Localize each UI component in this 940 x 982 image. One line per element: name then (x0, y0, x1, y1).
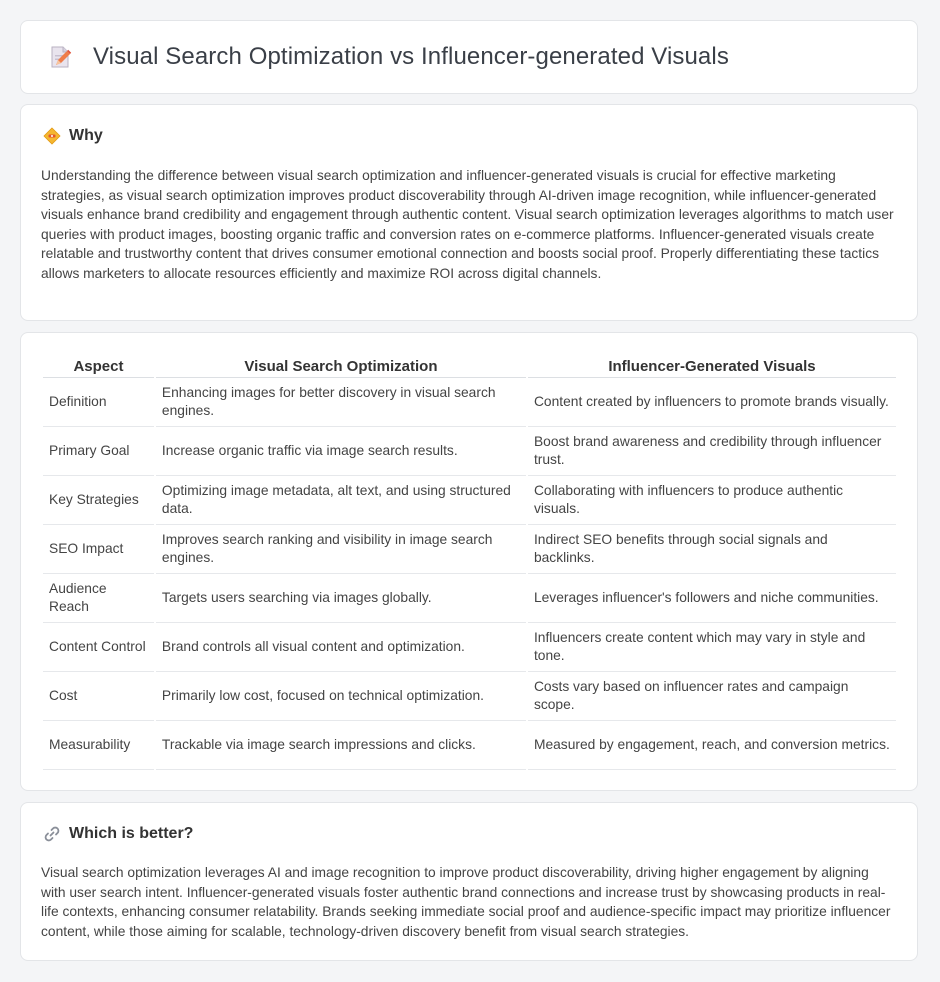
row-aspect: Measurability (43, 721, 154, 770)
row-influencer: Boost brand awareness and credibility through influencer trust. (528, 427, 896, 476)
title-card (20, 20, 918, 94)
row-visual-search: Enhancing images for better discovery in visual search engines. (156, 378, 526, 427)
table-row (43, 574, 896, 623)
why-heading (43, 127, 103, 145)
row-influencer: Influencers create content which may vary in style and tone. (528, 623, 896, 672)
table-row (43, 672, 896, 721)
row-influencer: Indirect SEO benefits through social signals and backlinks. (528, 525, 896, 574)
header-aspect: Aspect (43, 355, 154, 378)
table-row (43, 427, 896, 476)
document-pencil-icon (47, 44, 73, 70)
better-text: Visual search optimization leverages AI and image recognition to improve product discoverability, driving higher engagement by aligning with user search intent. Influencer-generated visuals foster authentic brand connections and increase trust by showcasing products in real-life contexts, enhancing consumer relatability. Brands seeking immediate social proof and audience-specific impact may prioritize influencer content, while those aiming for scalable, technology-driven discovery benefit from visual search strategies. (41, 865, 891, 939)
title-row (47, 43, 729, 71)
row-visual-search: Increase organic traffic via image search results. (156, 427, 526, 476)
row-aspect: Primary Goal (43, 427, 154, 476)
row-visual-search: Targets users searching via images globally. (156, 574, 526, 623)
table-row (43, 525, 896, 574)
why-text: Understanding the difference between visual search optimization and influencer-generated visuals is crucial for effective marketing strategies, as visual search optimization improves product discoverability through AI-driven image recognition, while influencer-generated visuals enhance brand credibility and engagement through authentic content. Visual search optimization leverages algorithms to match user queries with product images, boosting organic traffic and conversion rates on e-commerce platforms. Influencer-generated visuals create relatable and trustworthy content that drives consumer emotional connection and boosts social proof. Properly differentiating these tactics allows marketers to allocate resources efficiently and maximize ROI across digital channels. (41, 168, 894, 281)
row-visual-search: Improves search ranking and visibility in image search engines. (156, 525, 526, 574)
link-icon (43, 825, 61, 843)
page-title: Visual Search Optimization vs Influencer-generated Visuals (93, 43, 729, 70)
row-influencer: Measured by engagement, reach, and conversion metrics. (528, 721, 896, 770)
row-visual-search: Optimizing image metadata, alt text, and using structured data. (156, 476, 526, 525)
why-section (20, 104, 918, 321)
which-is-better-section (20, 802, 918, 961)
row-aspect: Definition (43, 378, 154, 427)
row-visual-search: Trackable via image search impressions and clicks. (156, 721, 526, 770)
table-header-row (43, 355, 896, 378)
row-influencer: Content created by influencers to promote brands visually. (528, 378, 896, 427)
row-influencer: Collaborating with influencers to produce authentic visuals. (528, 476, 896, 525)
row-influencer: Leverages influencer's followers and niche communities. (528, 574, 896, 623)
row-influencer: Costs vary based on influencer rates and campaign scope. (528, 672, 896, 721)
row-aspect: Content Control (43, 623, 154, 672)
table-row (43, 623, 896, 672)
header-visual-search: Visual Search Optimization (156, 355, 526, 378)
why-title: Why (69, 127, 103, 144)
header-influencer: Influencer-Generated Visuals (528, 355, 896, 378)
comparison-table-card (20, 332, 918, 791)
table-row (43, 476, 896, 525)
row-visual-search: Primarily low cost, focused on technical optimization. (156, 672, 526, 721)
row-aspect: Key Strategies (43, 476, 154, 525)
diamond-warning-icon (43, 127, 61, 145)
table-row (43, 378, 896, 427)
comparison-table (41, 355, 898, 770)
row-aspect: Cost (43, 672, 154, 721)
row-visual-search: Brand controls all visual content and optimization. (156, 623, 526, 672)
row-aspect: SEO Impact (43, 525, 154, 574)
table-row (43, 721, 896, 770)
better-heading (43, 825, 193, 843)
better-title: Which is better? (69, 825, 194, 842)
row-aspect: Audience Reach (43, 574, 154, 623)
